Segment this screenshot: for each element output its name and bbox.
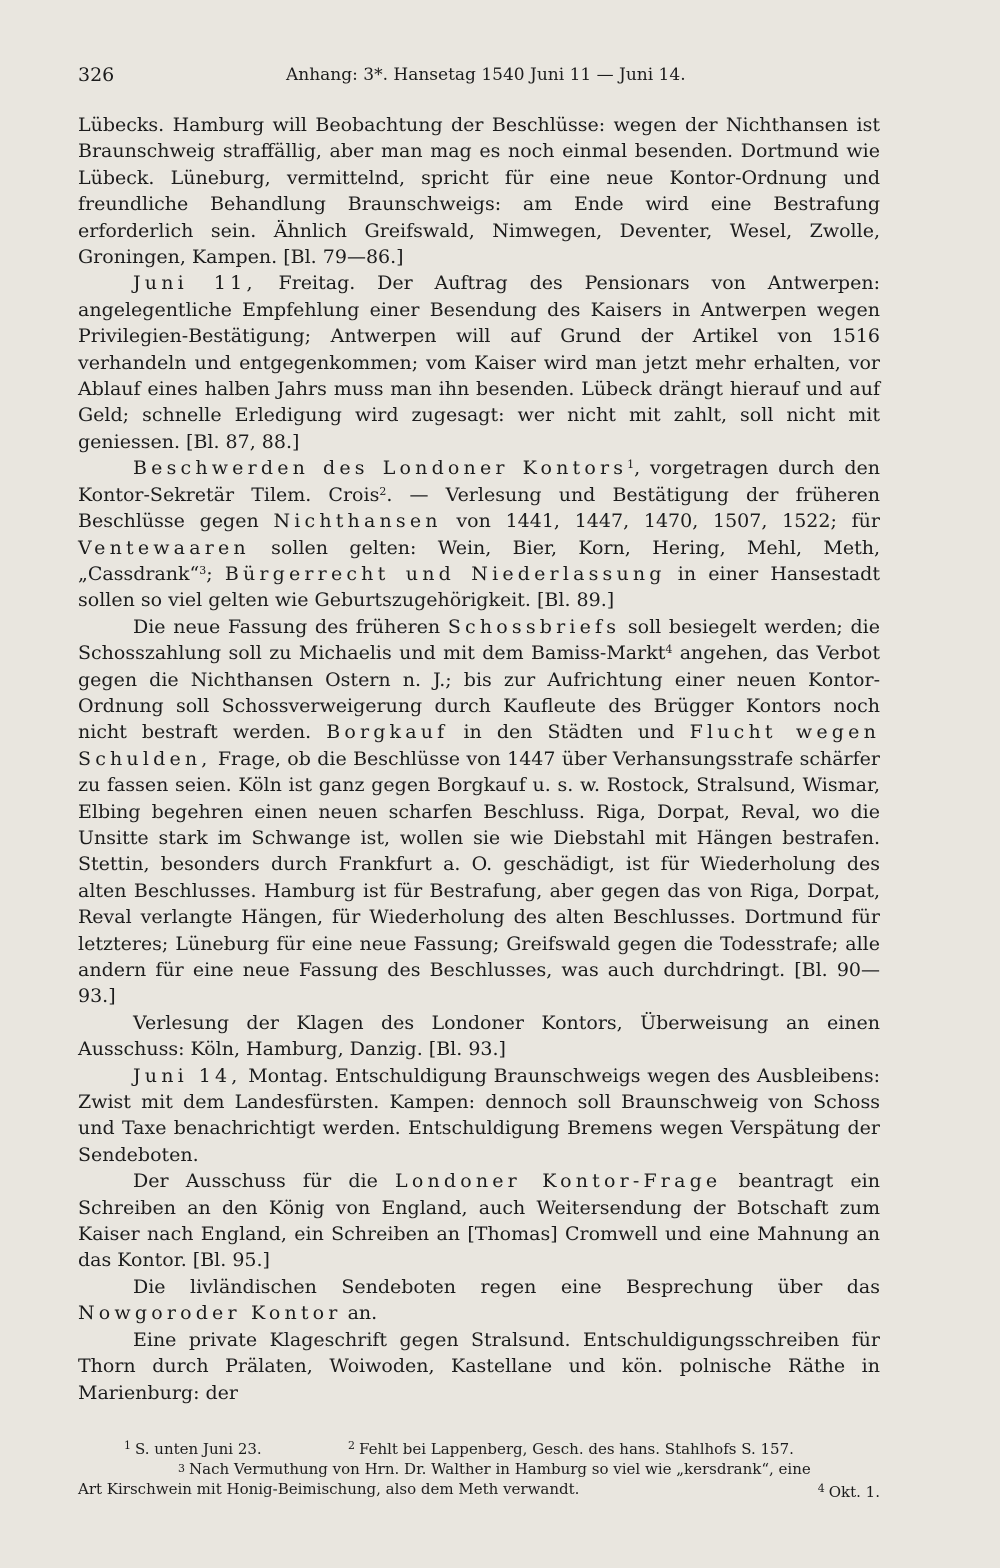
footnotes (78, 1436, 880, 1502)
text-run: sollen gelten: Wein, Bier, Korn, Hering, Mehl, Meth, „Cassdrank“ (78, 536, 880, 585)
running-head: Anhang: 3*. Hansetag 1540 Juni 11 — Juni 14. (286, 65, 686, 85)
text-run: , vorgetragen durch den Kontor-Sekretär Tilem. Crois (78, 457, 880, 506)
text-run: beantragt ein Schreiben an den König von England, auch Weitersendung der Botschaft zum Kaiser nach England, ein Schreiben an [Thomas] Cromwell und eine Mahnung an das Kontor. [Bl. 95.] (78, 1170, 880, 1272)
text-run: . — Verlesung und Bestätigung der früheren Beschlüsse gegen (78, 483, 880, 533)
text-run: an. (341, 1302, 378, 1325)
footnote-ref: 3 (199, 563, 207, 577)
footnote-text: Okt. 1. (828, 1482, 880, 1501)
spaced-term: Nowgoroder Kontor (78, 1302, 342, 1325)
footnote-row (78, 1479, 880, 1502)
footnote-2 (348, 1436, 880, 1459)
footnote-3 (78, 1459, 880, 1479)
footnote-ref: 2 (379, 484, 387, 498)
paragraph-1: Lübecks. Hamburg will Beobachtung der Beschlüsse: wegen der Nichthansen ist Braunschweig straffällig, aber man mag es noch einmal besenden. Dortmund wie Lübeck. Lüneburg, vermittelnd, spricht für eine neue Kontor-Ordnung und freundliche Behandlung Braunschweigs: am Ende wird eine Bestrafung erforderlich sein. Ähnlich Greifswald, Nimwegen, Deventer, Wesel, Zwolle, Groningen, Kampen. [Bl. 79—86.] (78, 114, 880, 269)
spaced-term: Bürgerrecht und Niederlassung (224, 562, 666, 585)
footnote-ref: 1 (627, 458, 635, 472)
paragraph-6-text: Montag. Entschuldigung Braunschweigs wegen des Ausbleibens: Zwist mit dem Landesfürsten. Kampen: dennoch soll Braunschweig von Schoss und Taxe benachrichtigt werden. Entschuldigung Bremens wegen Verspätung der Sendeboten. (78, 1064, 880, 1166)
footnote-3-continued: Art Kirschwein mit Honig-Beimischung, also dem Meth verwandt. (78, 1479, 580, 1498)
spaced-term: Schossbriefs (447, 615, 621, 638)
footnote-number: 2 (348, 1438, 355, 1452)
text-run: Der Ausschuss für die (133, 1170, 396, 1193)
text-run: soll besiegelt werden; die Schosszahlung soll zu Michaelis und mit dem Bamiss-Markt (78, 615, 880, 665)
footnote-number: 4 (817, 1481, 825, 1495)
spaced-term: Borgkauf (326, 721, 449, 744)
paragraph-6 (78, 1063, 880, 1169)
footnote-ref: 4 (665, 643, 673, 657)
footnote-row (78, 1436, 880, 1459)
spaced-term: Londoner Kontor-Frage (395, 1170, 722, 1193)
text-run: Die livländischen Sendeboten regen eine Besprechung über das (133, 1275, 880, 1298)
paragraph-2 (78, 270, 880, 455)
footnote-number: 1 (124, 1438, 131, 1452)
spaced-date: Juni 11, (133, 272, 257, 295)
paragraph-8 (78, 1274, 880, 1327)
footnote-4 (818, 1479, 880, 1502)
text-run: angehen, das Verbot gegen die Nichthansen Ostern n. J.; bis zur Aufrichtung einer neuen Kontor-Ordnung soll Schossverweigerung durch Kaufleute des Brügger Kontors noch nicht bestraft werden. (78, 642, 880, 744)
text-run: ; (206, 562, 225, 585)
text-run: in einer Hansestadt sollen so viel gelten wie Geburtszugehörigkeit. [Bl. 89.] (78, 562, 880, 612)
body-text (78, 112, 880, 1406)
footnote-1 (78, 1436, 348, 1459)
footnote-text: Nach Vermuthung von Hrn. Dr. Walther in Hamburg so viel wie „kersdrank“, eine (189, 1459, 811, 1478)
spaced-term: Flucht wegen Schulden, (78, 721, 880, 770)
spaced-term: Ventewaaren (78, 536, 250, 559)
spaced-term: Nichthansen (273, 510, 442, 533)
text-run: in den Städten und (448, 721, 690, 744)
footnote-text: S. unten Juni 23. (135, 1439, 262, 1458)
spaced-term: Beschwerden des Londoner Kontors (133, 457, 628, 480)
paragraph-7 (78, 1168, 880, 1274)
text-run: Frage, ob die Beschlüsse von 1447 über Verhansungsstrafe schärfer zu fassen seien. Köln ist ganz gegen Borgkauf u. s. w. Rostock, Stralsund, Wismar, Elbing begehren einen neuen scharfen Beschluss. Riga, Dorpat, Reval, wo die Unsitte stark im Schwange ist, wollen sie wie Diebstahl mit Hängen bestrafen. Stettin, besonders durch Frankfurt a. O. geschädigt, ist für Wiederholung des alten Beschlusses. Hamburg ist für Bestrafung, aber gegen das von Riga, Dorpat, Reval verlangte Hängen, für Wiederholung des alten Beschlusses. Dortmund für letzteres; Lüneburg für eine neue Fassung; Greifswald gegen die Todesstrafe; alle andern für eine neue Fassung des Beschlusses, was auch durchdringt. [Bl. 90—93.] (78, 747, 880, 1008)
footnote-text: Fehlt bei Lappenberg, Gesch. des hans. Stahlhofs S. 157. (359, 1439, 794, 1458)
paragraph-5: Verlesung der Klagen des Londoner Kontors, Überweisung an einen Ausschuss: Köln, Hamburg, Danzig. [Bl. 93.] (78, 1011, 880, 1061)
text-run: von 1441, 1447, 1470, 1507, 1522; für (441, 510, 880, 533)
text-run: Die neue Fassung des früheren (133, 615, 448, 638)
spaced-date: Juni 14, (133, 1064, 242, 1087)
paragraph-2-text: Freitag. Der Auftrag des Pensionars von Antwerpen: angelegentliche Empfehlung einer Besendung des Kaisers in Antwerpen wegen Privilegien-Bestätigung; Antwerpen will auf Grund der Artikel von 1516 verhandeln und entgegenkommen; vom Kaiser wird man jetzt mehr erhalten, vor Ablauf eines halben Jahrs muss man ihn besenden. Lübeck drängt hierauf und auf Geld; schnelle Erledigung wird zugesagt: wer nicht mit zahlt, soll nicht mit geniessen. [Bl. 87, 88.] (78, 272, 880, 453)
paragraph-3 (78, 455, 880, 613)
paragraph-4 (78, 614, 880, 1010)
footnote-number: 3 (178, 1461, 185, 1475)
page-header (78, 64, 880, 94)
page-number: 326 (78, 64, 115, 86)
paragraph-9: Eine private Klageschrift gegen Stralsund. Entschuldigungsschreiben für Thorn durch Prälaten, Woiwoden, Kastellane und kön. polnische Räthe in Marienburg: der (78, 1328, 880, 1404)
